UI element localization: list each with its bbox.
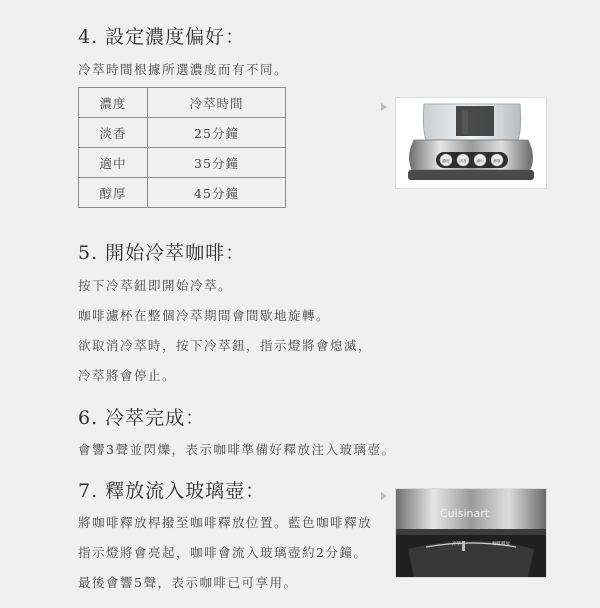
section-7-title: 7. 釋放流入玻璃壺：: [78, 480, 266, 502]
button-label: 醇厚: [493, 159, 501, 163]
section-5-line: 冷萃將會停止。: [78, 368, 177, 383]
table-cell-strength: 適中: [79, 148, 148, 178]
section-7-line: 將咖啡釋放桿撥至咖啡釋放位置。藍色咖啡釋放: [78, 515, 373, 530]
dial-label: 冷萃: [452, 542, 461, 547]
table-header-time: 冷萃時間: [148, 88, 286, 118]
table-cell-time: 35分鐘: [148, 148, 286, 178]
table-header-strength: 濃度: [79, 88, 148, 118]
arrow-pointer-icon: [381, 492, 387, 500]
table-row: [79, 178, 286, 208]
table-cell-strength: 淡香: [79, 118, 148, 148]
section-7-line: 指示燈將會亮起，咖啡會流入玻璃壺約2分鐘。: [78, 545, 368, 560]
table-row: [79, 118, 286, 148]
section-4-title: 4. 設定濃度偏好：: [78, 26, 246, 48]
section-5-title: 5. 開始冷萃咖啡：: [78, 242, 246, 264]
machine-base-illustration: [396, 98, 546, 188]
table-cell-time: 25分鐘: [148, 118, 286, 148]
table-cell-strength: 醇厚: [79, 178, 148, 208]
section-5-line: 按下冷萃鈕即開始冷萃。: [78, 278, 233, 293]
section-6-title: 6. 冷萃完成：: [78, 407, 206, 429]
arrow-pointer-icon: [381, 103, 387, 111]
control-panel-photo: [395, 97, 547, 189]
machine-top-illustration: [396, 489, 546, 577]
section-5-line: 欲取消冷萃時，按下冷萃鈕，指示燈將會熄滅，: [78, 338, 373, 353]
table-cell-time: 45分鐘: [148, 178, 286, 208]
button-label: 淡香: [459, 159, 467, 163]
section-7-line: 最後會響5聲，表示咖啡已可享用。: [78, 575, 298, 590]
brand-logo: Cuisinart: [440, 507, 490, 520]
section-6-description: 會響3聲並閃爍，表示咖啡準備好釋放注入玻璃壺。: [78, 442, 396, 457]
strength-table: [78, 87, 286, 208]
release-lever-photo: [395, 488, 547, 578]
table-header-row: [79, 88, 286, 118]
dial-label: 咖啡釋放: [492, 542, 510, 547]
table-row: [79, 148, 286, 178]
section-5-line: 咖啡濾杯在整個冷萃期間會間歇地旋轉。: [78, 308, 331, 323]
button-label: 適中: [476, 159, 484, 163]
release-lever-icon: [462, 541, 465, 551]
button-label: 濃度: [442, 159, 450, 163]
section-4-description: 冷萃時間根據所選濃度而有不同。: [78, 62, 289, 77]
